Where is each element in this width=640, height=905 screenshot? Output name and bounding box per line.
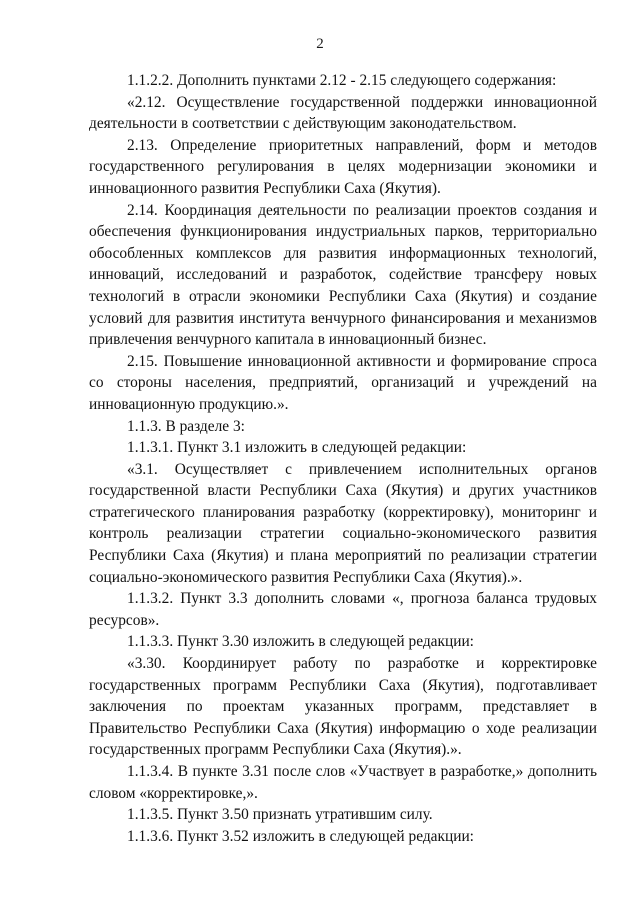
paragraph-1-1-2-2: 1.1.2.2. Дополнить пунктами 2.12 - 2.15 следующего содержания: <box>127 72 557 89</box>
paragraph-2-12: «2.12. Осуществление государственной поддержки инновационной деятельности в соответствии с действующим законодательством. <box>89 93 597 133</box>
paragraph-2-15: 2.15. Повышение инновационной активности и формирование спроса со стороны населения, предприятий, организаций и учреждений на инновационную продукцию.». <box>89 352 597 413</box>
paragraph-1-1-3-5: 1.1.3.5. Пункт 3.50 признать утратившим силу. <box>127 806 433 824</box>
document-body <box>89 70 597 847</box>
paragraph-1-1-3-3: 1.1.3.3. Пункт 3.30 изложить в следующей редакции: <box>127 633 474 651</box>
paragraph-2-13: 2.13. Определение приоритетных направлений, форм и методов государственного регулирования в целях модернизации экономики и инновационного развития Республики Саха (Якутия). <box>89 136 597 197</box>
paragraph-1-1-3-6: 1.1.3.6. Пункт 3.52 изложить в следующей редакции: <box>127 827 474 845</box>
paragraph-1-1-3-4: 1.1.3.4. В пункте 3.31 после слов «Участвует в разработке,» дополнить словом «корректировке,». <box>89 763 597 802</box>
page-number: 2 <box>316 36 324 52</box>
paragraph-1-1-3-1: 1.1.3.1. Пункт 3.1 изложить в следующей редакции: <box>127 439 467 457</box>
paragraph-1-1-3-2: 1.1.3.2. Пункт 3.3 дополнить словами «, прогноза баланса трудовых ресурсов». <box>89 590 597 629</box>
paragraph-3-30: «3.30. Координирует работу по разработке и корректировке государственных программ Республики Саха (Якутия), подготавливает заключения по проектам указанных программ, представляет в Правительство Республики Саха (Якутия) информацию о ходе реализации государственных программ Республики Саха (Якутия).». <box>89 655 597 759</box>
paragraph-1-1-3: 1.1.3. В разделе 3: <box>127 417 245 435</box>
paragraph-3-1: «3.1. Осуществляет с привлечением исполнительных органов государственной власти Республики Саха (Якутия) и других участников стратегического планирования разработку (корректировку), мониторинг и контроль реализации стратегии социально-экономического развития Республики Саха (Якутия) и плана мероприятий по реализации стратегии социально-экономического развития Республики Саха (Якутия).». <box>89 460 597 586</box>
paragraph-2-14: 2.14. Координация деятельности по реализации проектов создания и обеспечения функционирования индустриальных парков, территориально обособленных комплексов для развития информационных технологий, инноваций, исследований и разработок, содействие трансферу новых технологий в отрасли экономики Республики Саха (Якутия) и создание условий для развития института венчурного финансирования и механизмов привлечения венчурного капитала в инновационный бизнес. <box>89 201 597 349</box>
